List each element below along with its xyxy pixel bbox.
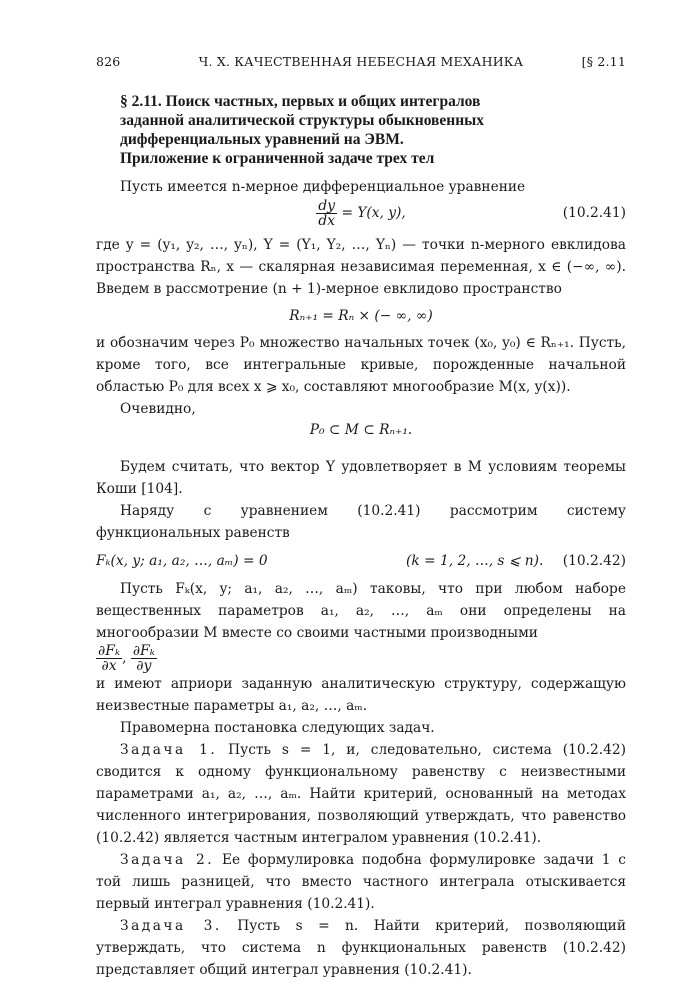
- paragraph: и обозначим через P₀ множество начальных точек (x₀, y₀) ∈ Rₙ₊₁. Пусть, кроме того, все интегральные кривые, порожденные начальной областью P₀ для всех x ⩾ x₀, составляют многообразие M(x, y(x)).: [96, 335, 626, 395]
- task-2: [96, 849, 626, 915]
- task-3: [96, 915, 626, 981]
- title-line: заданной аналитической структуры обыкновенных: [120, 112, 485, 129]
- equation-lhs: Fₖ(x, y; a₁, a₂, …, aₘ) = 0: [96, 553, 268, 569]
- running-title: Ч. X. КАЧЕСТВЕННАЯ НЕБЕСНАЯ МЕХАНИКА: [198, 54, 524, 69]
- task-label: Задача 1.: [120, 742, 218, 758]
- equation-10-2-41: [96, 198, 626, 228]
- main-text: [96, 176, 626, 981]
- task-label: Задача 3.: [120, 918, 222, 934]
- paragraph: Будем считать, что вектор Y удовлетворяет в M условиям теоремы Коши [104].: [96, 459, 626, 497]
- equation-number: (10.2.42): [562, 553, 626, 569]
- title-line: дифференциальных уравнений на ЭВМ.: [120, 131, 404, 148]
- fraction-dF-dy: $\frac{\text{∂Fₖ}}{\partial y}$: [132, 643, 155, 674]
- paragraph: Пусть имеется n-мерное дифференциальное уравнение: [120, 179, 526, 195]
- task-1: [96, 739, 626, 849]
- paragraph: Очевидно,: [120, 401, 196, 417]
- equation-condition: (k = 1, 2, …, s ⩽ n).: [406, 553, 544, 569]
- equation-inclusion: P₀ ⊂ M ⊂ Rₙ₊₁.: [309, 422, 413, 438]
- paragraph: где y = (y₁, y₂, …, yₙ), Y = (Y₁, Y₂, …, Yₙ) — точки n-мерного евклидова пространства Rₙ, x — скалярная независимая переменная, x ∈ (−∞, ∞). Введем в рассмотрение (n + 1)-мерное евклидово пространство: [96, 237, 626, 297]
- task-text: Ее формулировка подобна формулировке задачи 1 с той лишь разницей, что вместо частного интеграла отыскивается первый интеграл уравнения (10.2.41).: [96, 852, 626, 912]
- fraction-dy-dx: $\frac{dy}{dx}$: [318, 198, 336, 229]
- title-line: § 2.11. Поиск частных, первых и общих интегралов: [120, 93, 481, 110]
- fraction-dF-dx: $\frac{\text{∂Fₖ}}{\partial x}$: [98, 643, 121, 674]
- equation-number: (10.2.41): [562, 205, 626, 221]
- section-title: [120, 92, 620, 168]
- paragraph: и имеют априори заданную аналитическую структуру, содержащую неизвестные параметры a₁, a₂, …, aₘ.: [96, 676, 626, 714]
- task-label: Задача 2.: [120, 852, 215, 868]
- equation-10-2-42: [96, 544, 626, 578]
- running-head: [96, 54, 626, 76]
- section-marker: [§ 2.11: [581, 54, 626, 69]
- paragraph: Пусть Fₖ(x, y; a₁, a₂, …, aₘ) таковы, что при любом наборе вещественных параметров a₁, a₂, …, aₘ они определены на многообразии M вместе со своими частными производными: [96, 581, 626, 641]
- page-number: 826: [96, 54, 121, 69]
- equation-space-product: Rₙ₊₁ = Rₙ × (− ∞, ∞): [289, 308, 433, 324]
- title-line: Приложение к ограниченной задаче трех тел: [120, 150, 435, 167]
- task-text: Пусть s = 1, и, следовательно, система (10.2.42) сводится к одному функциональному равенству с неизвестными параметрами a₁, a₂, …, aₘ. Найти критерий, основанный на методах численного интегрирования, позволяющий утверждать, что равенство (10.2.42) является частным интегралом уравнения (10.2.41).: [96, 742, 626, 846]
- task-text: Пусть s = n. Найти критерий, позволяющий утверждать, что система n функциональных равенств (10.2.42) представляет общий интеграл уравнения (10.2.41).: [96, 918, 626, 978]
- paragraph: Правомерна постановка следующих задач.: [120, 720, 435, 736]
- equation-rhs: = Y(x, y),: [341, 205, 406, 221]
- derivatives-line: $\frac{\text{∂Fₖ}}{\partial x}$ , $\frac{\text{∂Fₖ}}{\partial y}$: [98, 643, 155, 674]
- paragraph: Наряду с уравнением (10.2.41) рассмотрим систему функциональных равенств: [96, 503, 626, 541]
